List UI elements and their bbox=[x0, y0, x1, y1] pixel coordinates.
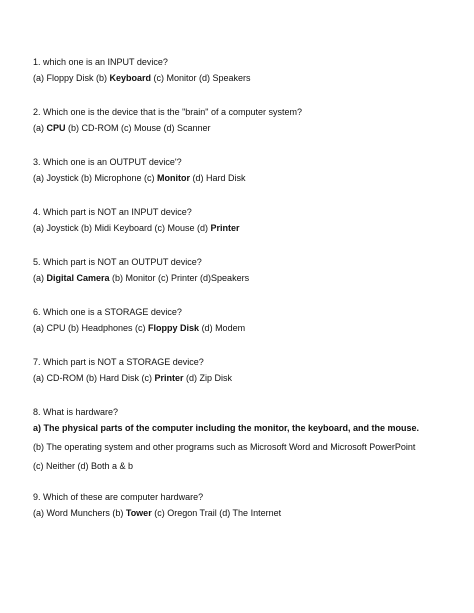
correct-answer: Printer bbox=[210, 223, 240, 233]
answer-segment: (a) Joystick (b) Midi Keyboard (c) Mouse (d) bbox=[33, 223, 211, 233]
question-text: 5. Which part is NOT an OUTPUT device? bbox=[33, 257, 202, 267]
question-text: 6. Which one is a STORAGE device? bbox=[33, 307, 182, 317]
answer-segment: (a) bbox=[33, 273, 47, 283]
answer-segment: (c) Oregon Trail (d) The Internet bbox=[151, 508, 282, 518]
question-text: 2. Which one is the device that is the "brain" of a computer system? bbox=[33, 107, 303, 117]
question-text: 9. Which of these are computer hardware? bbox=[33, 492, 204, 502]
answer-line bbox=[33, 323, 245, 334]
correct-answer: Tower bbox=[125, 508, 152, 518]
question-text: 4. Which part is NOT an INPUT device? bbox=[33, 207, 192, 217]
answer-line bbox=[33, 423, 419, 434]
answer-line bbox=[33, 442, 415, 453]
answer-segment: (b) Monitor (c) Printer (d)Speakers bbox=[109, 273, 250, 283]
correct-answer: Floppy Disk bbox=[148, 323, 200, 333]
question-text: 1. which one is an INPUT device? bbox=[33, 57, 168, 67]
answer-segment: (a) Word Munchers (b) bbox=[33, 508, 126, 518]
answer-segment: (a) CD-ROM (b) Hard Disk (c) bbox=[33, 373, 155, 383]
answer-segment: (d) Modem bbox=[199, 323, 246, 333]
answer-line bbox=[33, 273, 249, 284]
correct-answer: Printer bbox=[154, 373, 184, 383]
answer-segment: (a) CPU (b) Headphones (c) bbox=[33, 323, 149, 333]
correct-answer: a) The physical parts of the computer including the monitor, the keyboard, and the mouse. bbox=[33, 423, 420, 433]
answer-line bbox=[33, 123, 211, 134]
correct-answer: Monitor bbox=[157, 173, 191, 183]
question-text: 7. Which part is NOT a STORAGE device? bbox=[33, 357, 204, 367]
answer-segment: (b) The operating system and other programs such as Microsoft Word and Microsoft PowerPoint bbox=[33, 442, 416, 452]
answer-line bbox=[33, 508, 281, 519]
correct-answer: Keyboard bbox=[109, 73, 152, 83]
answer-line bbox=[33, 373, 232, 384]
answer-line bbox=[33, 223, 240, 234]
answer-line bbox=[33, 73, 251, 84]
answer-segment: (b) CD-ROM (c) Mouse (d) Scanner bbox=[65, 123, 211, 133]
correct-answer: CPU bbox=[46, 123, 66, 133]
answer-segment: (c) Neither (d) Both a & b bbox=[33, 461, 134, 471]
answer-segment: (a) bbox=[33, 123, 47, 133]
question-text: 3. Which one is an OUTPUT device'? bbox=[33, 157, 182, 167]
answer-segment: (d) Hard Disk bbox=[190, 173, 246, 183]
answer-segment: (a) Joystick (b) Microphone (c) bbox=[33, 173, 158, 183]
answer-segment: (a) Floppy Disk (b) bbox=[33, 73, 110, 83]
answer-line bbox=[33, 461, 133, 472]
question-text: 8. What is hardware? bbox=[33, 407, 119, 417]
answer-line bbox=[33, 173, 246, 184]
answer-segment: (c) Monitor (d) Speakers bbox=[151, 73, 251, 83]
correct-answer: Digital Camera bbox=[46, 273, 110, 283]
answer-segment: (d) Zip Disk bbox=[183, 373, 233, 383]
